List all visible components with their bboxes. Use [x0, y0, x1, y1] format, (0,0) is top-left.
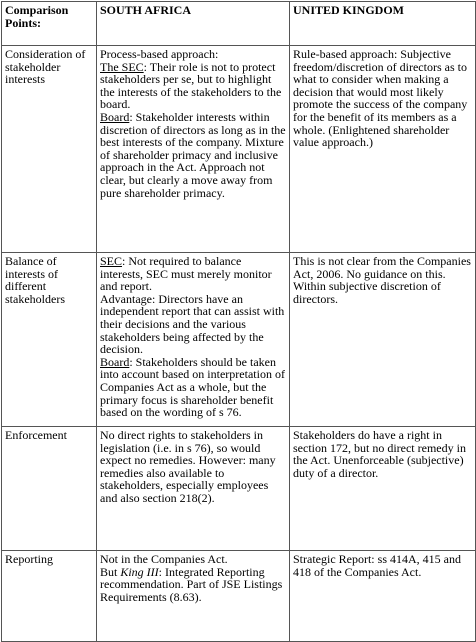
sa-king-text: : Integrated Reporting recommendation. Part of JSE Listings Requirements (8.63). — [100, 564, 283, 604]
row-south-africa-cell: No direct rights to stakeholders in legislation (i.e. in s 76), so would expect no remedies. However: many remedies also available to stakeholders, especially employees and also section 218(2). — [97, 427, 290, 551]
sa-sec-text: : Not required to balance interests, SEC must merely monitor and report. — [100, 254, 272, 294]
sa-board-text: : Stakeholder interests within discretion of directors as long as in the best interests of the company. Mixture of shareholder primacy and inclusive approach in the Act. Approach not clear, but clearly a move away from pure shareholder primacy. — [100, 109, 286, 200]
header-south-africa: SOUTH AFRICA — [97, 2, 290, 46]
table-row — [2, 253, 476, 427]
sa-advantage: Advantage: Directors have an independent report that can assist with their decisions and the various stakeholders being affected by the decision. — [100, 291, 285, 357]
sa-sec-text: : Their role is not to protect stakeholders per se, but to highlight the interests of the stakeholders to the board. — [100, 59, 282, 112]
sa-line-1: Not in the Companies Act. — [100, 552, 228, 566]
row-point: Reporting — [2, 551, 97, 642]
header-united-kingdom: UNITED KINGDOM — [290, 2, 476, 46]
row-united-kingdom-cell: Rule-based approach: Subjective freedom/discretion of directors as to what to consider when making a decision that would most likely promote the success of the company for the benefit of its members as a whole. (Enlightened shareholder value approach.) — [290, 46, 476, 253]
row-united-kingdom-cell: Strategic Report: ss 414A, 415 and 418 of the Companies Act. — [290, 551, 476, 642]
row-point: Enforcement — [2, 427, 97, 551]
row-point: Balance of interests of different stakeholders — [2, 253, 97, 427]
sa-intro: Process-based approach: — [100, 47, 219, 61]
table-header-row — [2, 2, 476, 46]
sa-board-text: : Stakeholders should be taken into account based on interpretation of Companies Act as a whole, but the primary focus is shareholder benefit based on the wording of s 76. — [100, 354, 285, 420]
uk-line-1: This is not clear from the Companies Act, 2006. No guidance on this. — [293, 254, 471, 281]
comparison-table — [1, 1, 476, 642]
row-south-africa-cell — [97, 551, 290, 642]
sa-sec-label: The SEC — [100, 59, 144, 74]
table-row — [2, 551, 476, 642]
sa-sec-label: SEC — [100, 254, 123, 268]
header-comparison-points: Comparison Points: — [2, 2, 97, 46]
row-south-africa-cell — [97, 253, 290, 427]
sa-board-label: Board — [100, 109, 130, 124]
row-south-africa-cell — [97, 46, 290, 253]
table-row — [2, 427, 476, 551]
sa-but: But — [100, 564, 121, 579]
sa-board-label: Board — [100, 354, 130, 369]
row-united-kingdom-cell: Stakeholders do have a right in section 172, but no direct remedy in the Act. Unenforceable (subjective) duty of a director. — [290, 427, 476, 551]
sa-king-iii: King III — [120, 564, 159, 579]
row-point: Consideration of stakeholder interests — [2, 46, 97, 253]
table-row — [2, 46, 476, 253]
row-united-kingdom-cell — [290, 253, 476, 427]
uk-line-2: Within subjective discretion of directors. — [293, 279, 441, 306]
